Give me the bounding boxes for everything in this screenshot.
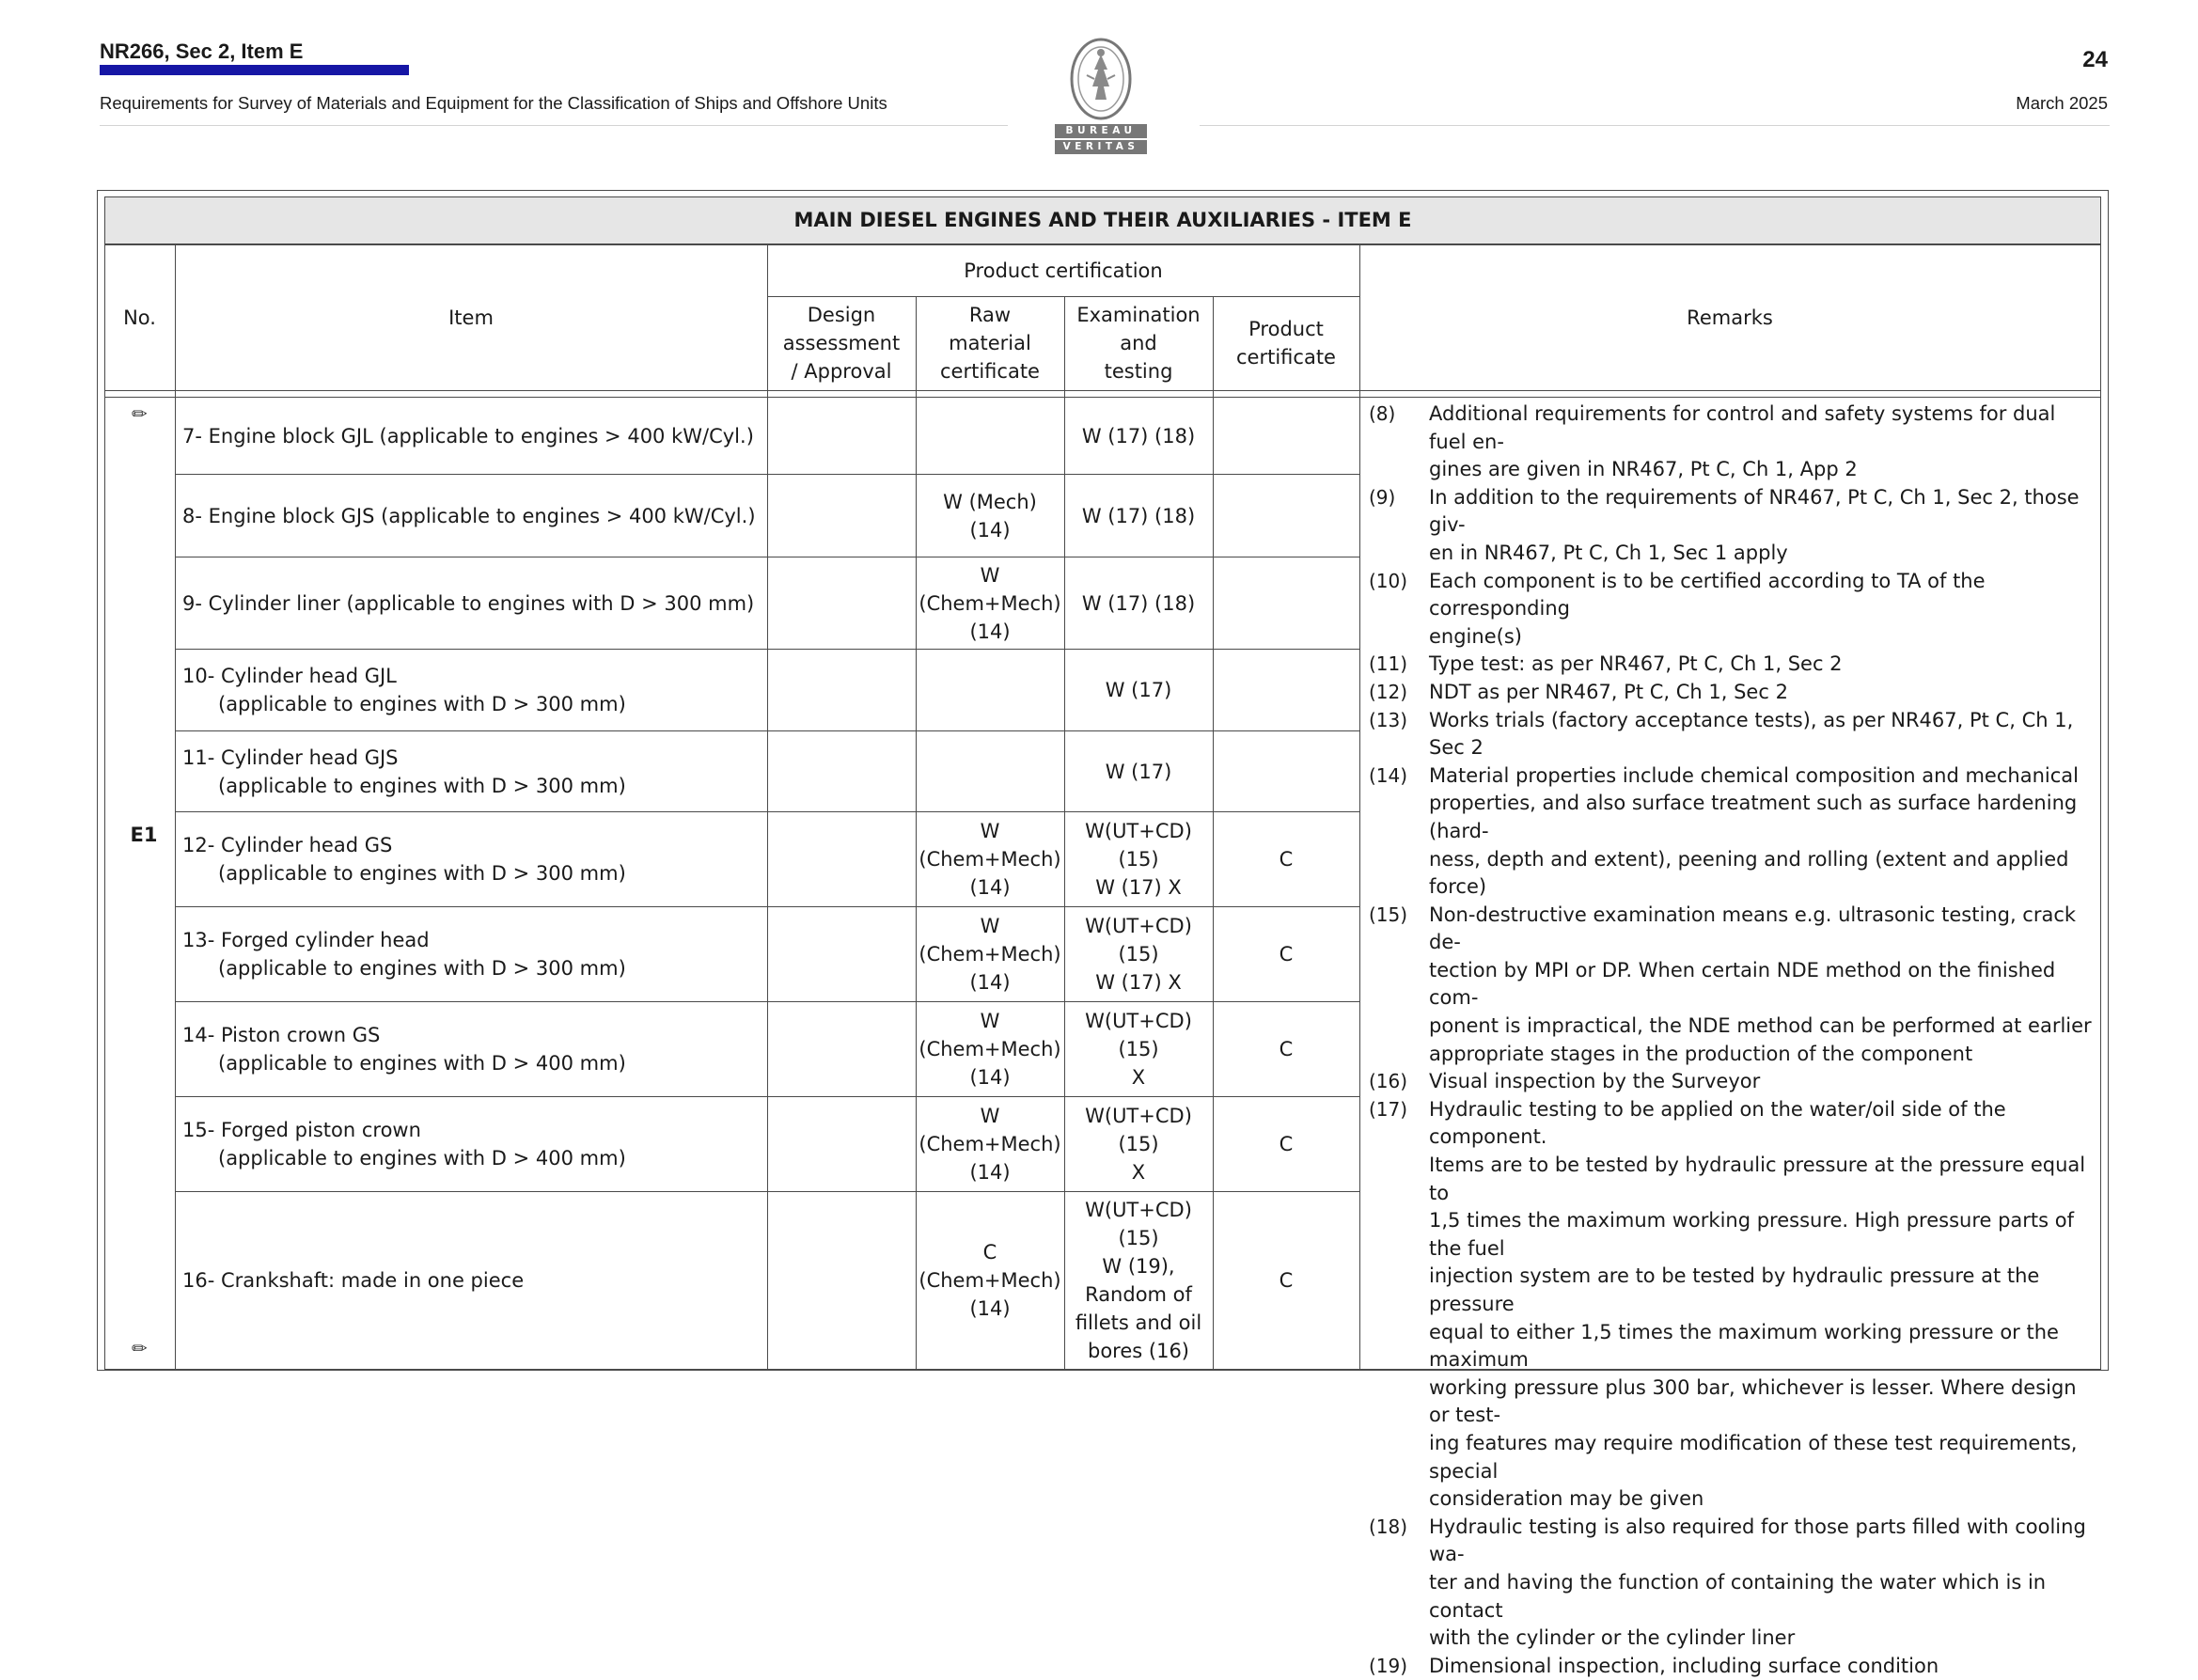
remark-item: (12) NDT as per NR467, Pt C, Ch 1, Sec 2 [1369,680,1788,703]
exam-cell: W (17) (18) [1081,504,1196,527]
exam-cell: W (17) [1105,760,1172,783]
table-row-item: 10- Cylinder head GJL (applicable to engines with D > 300 mm) [182,665,626,715]
table-row-item: 7- Engine block GJL (applicable to engines > 400 kW/Cyl.) [182,424,754,447]
exam-cell: W (17) [1105,679,1172,701]
header-product-certificate: Product certificate [1236,318,1336,369]
header-remarks: Remarks [1687,306,1773,329]
remark-item: (18) Hydraulic testing is also required for those parts filled with cooling wa- ter and having the function of containing the water which is in contact with the cylinder or the cylinder liner [1369,1515,2086,1650]
remark-item: (14) Material properties include chemical composition and mechanical properties, and also surface treatment such as surface hardening (hard- ness, depth and extent), peening and rolling (extent and applied force) [1369,763,2079,899]
table-row-item: 14- Piston crown GS (applicable to engines with D > 400 mm) [182,1024,626,1075]
table-row-item: 9- Cylinder liner (applicable to engines with D > 300 mm) [182,591,755,615]
logo-seal-icon [1051,32,1151,122]
remark-item: (11) Type test: as per NR467, Pt C, Ch 1, Sec 2 [1369,652,1843,676]
exam-cell: W (17) (18) [1081,424,1196,447]
page-number: 24 [2082,47,2108,72]
header-item: Item [448,306,494,329]
remark-item: (17) Hydraulic testing to be applied on the water/oil side of the component. Items are to be tested by hydraulic pressure at the pressure equal to 1,5 times the maximum working pressure. High pressure parts of the fuel injection system are to be tested by hydraulic pressure at the pressure equal to either 1,5 times the maximum working pressure or the maximum working pressure plus 300 bar, whichever is lesser. Where design or test- ing features may require modification of these test requirements, special consideration may be given [1369,1097,2086,1511]
table-row-item: 15- Forged piston crown (applicable to engines with D > 400 mm) [182,1119,626,1170]
table-title: MAIN DIESEL ENGINES AND THEIR AUXILIARIES - ITEM E [104,196,2101,244]
header-rule-left [100,125,1008,126]
remark-item: (16) Visual inspection by the Surveyor [1369,1070,1761,1093]
table-row-item: 12- Cylinder head GS (applicable to engines with D > 300 mm) [182,834,626,885]
logo-word-bureau: BUREAU [1055,124,1147,138]
document-subtitle: Requirements for Survey of Materials and Equipment for the Classification of Ships and Offshore Units [100,93,887,113]
document-reference: NR266, Sec 2, Item E [100,39,304,63]
logo-word-veritas: VERITAS [1055,140,1147,154]
exam-cell: W(UT+CD) (15) W (17) X [1085,915,1192,994]
header-no: No. [123,306,156,329]
table-row-item: 11- Cylinder head GJS (applicable to engines with D > 300 mm) [182,746,626,797]
exam-cell: W(UT+CD) (15) X [1085,1105,1192,1184]
remark-item: (19) Dimensional inspection, including surface condition [1369,1654,1939,1677]
remark-item: (15) Non-destructive examination means e.g. ultrasonic testing, crack de- tection by MPI or DP. When certain NDE method on the finished com- ponent is impractical, the NDE method can be performed at earlier appropriate stages in the production of the component [1369,903,2092,1065]
exam-cell: W(UT+CD) (15) W (19), Random of fillets and oil bores (16) [1075,1199,1202,1362]
remarks-list [1369,400,2095,1680]
header-accent-bar [100,65,409,75]
product-certificate-cell: C [1279,848,1294,871]
revision-mark-bottom: ✏ [132,1337,148,1359]
product-certificate-cell: C [1279,943,1294,966]
table-row-item: 16- Crankshaft: made in one piece [182,1269,525,1292]
product-certificate-cell: C [1279,1133,1294,1155]
table-row-item: 13- Forged cylinder head (applicable to engines with D > 300 mm) [182,929,626,980]
bureau-veritas-logo [1051,32,1151,156]
header-examination-testing: Examination and testing [1076,304,1201,383]
table-row-item: 8- Engine block GJS (applicable to engines > 400 kW/Cyl.) [182,504,756,527]
header-design-assessment: Design assessment / Approval [782,304,901,383]
header-raw-material: Raw material certificate [940,304,1040,383]
raw-material-cell: W (Chem+Mech) (14) [918,1105,1061,1184]
raw-material-cell: W (Chem+Mech) (14) [918,563,1061,643]
header-rule-right [1200,125,2110,126]
section-number: E1 [130,824,158,846]
remark-item: (8) Additional requirements for control and safety systems for dual fuel en- gines are given in NR467, Pt C, Ch 1, App 2 [1369,402,2056,481]
exam-cell: W(UT+CD) (15) X [1085,1010,1192,1089]
product-certificate-cell: C [1279,1269,1294,1292]
remark-item: (10) Each component is to be certified according to TA of the corresponding engine(s) [1369,569,1986,648]
raw-material-cell: W (Chem+Mech) (14) [918,915,1061,994]
remark-item: (13) Works trials (factory acceptance tests), as per NR467, Pt C, Ch 1, Sec 2 [1369,708,2074,760]
revision-mark-top: ✏ [132,402,148,425]
raw-material-cell: W (Chem+Mech) (14) [918,820,1061,899]
exam-cell: W(UT+CD) (15) W (17) X [1085,820,1192,899]
raw-material-cell: W (Chem+Mech) (14) [918,1010,1061,1089]
raw-material-cell: C (Chem+Mech) (14) [918,1241,1061,1320]
remark-item: (9) In addition to the requirements of NR467, Pt C, Ch 1, Sec 2, those giv- en in NR467, Pt C, Ch 1, Sec 1 apply [1369,485,2080,564]
exam-cell: W (17) (18) [1081,591,1196,615]
raw-material-cell: W (Mech) (14) [943,490,1037,542]
header-product-certification: Product certification [964,259,1163,282]
product-certificate-cell: C [1279,1038,1294,1060]
document-date: March 2025 [2016,93,2108,113]
